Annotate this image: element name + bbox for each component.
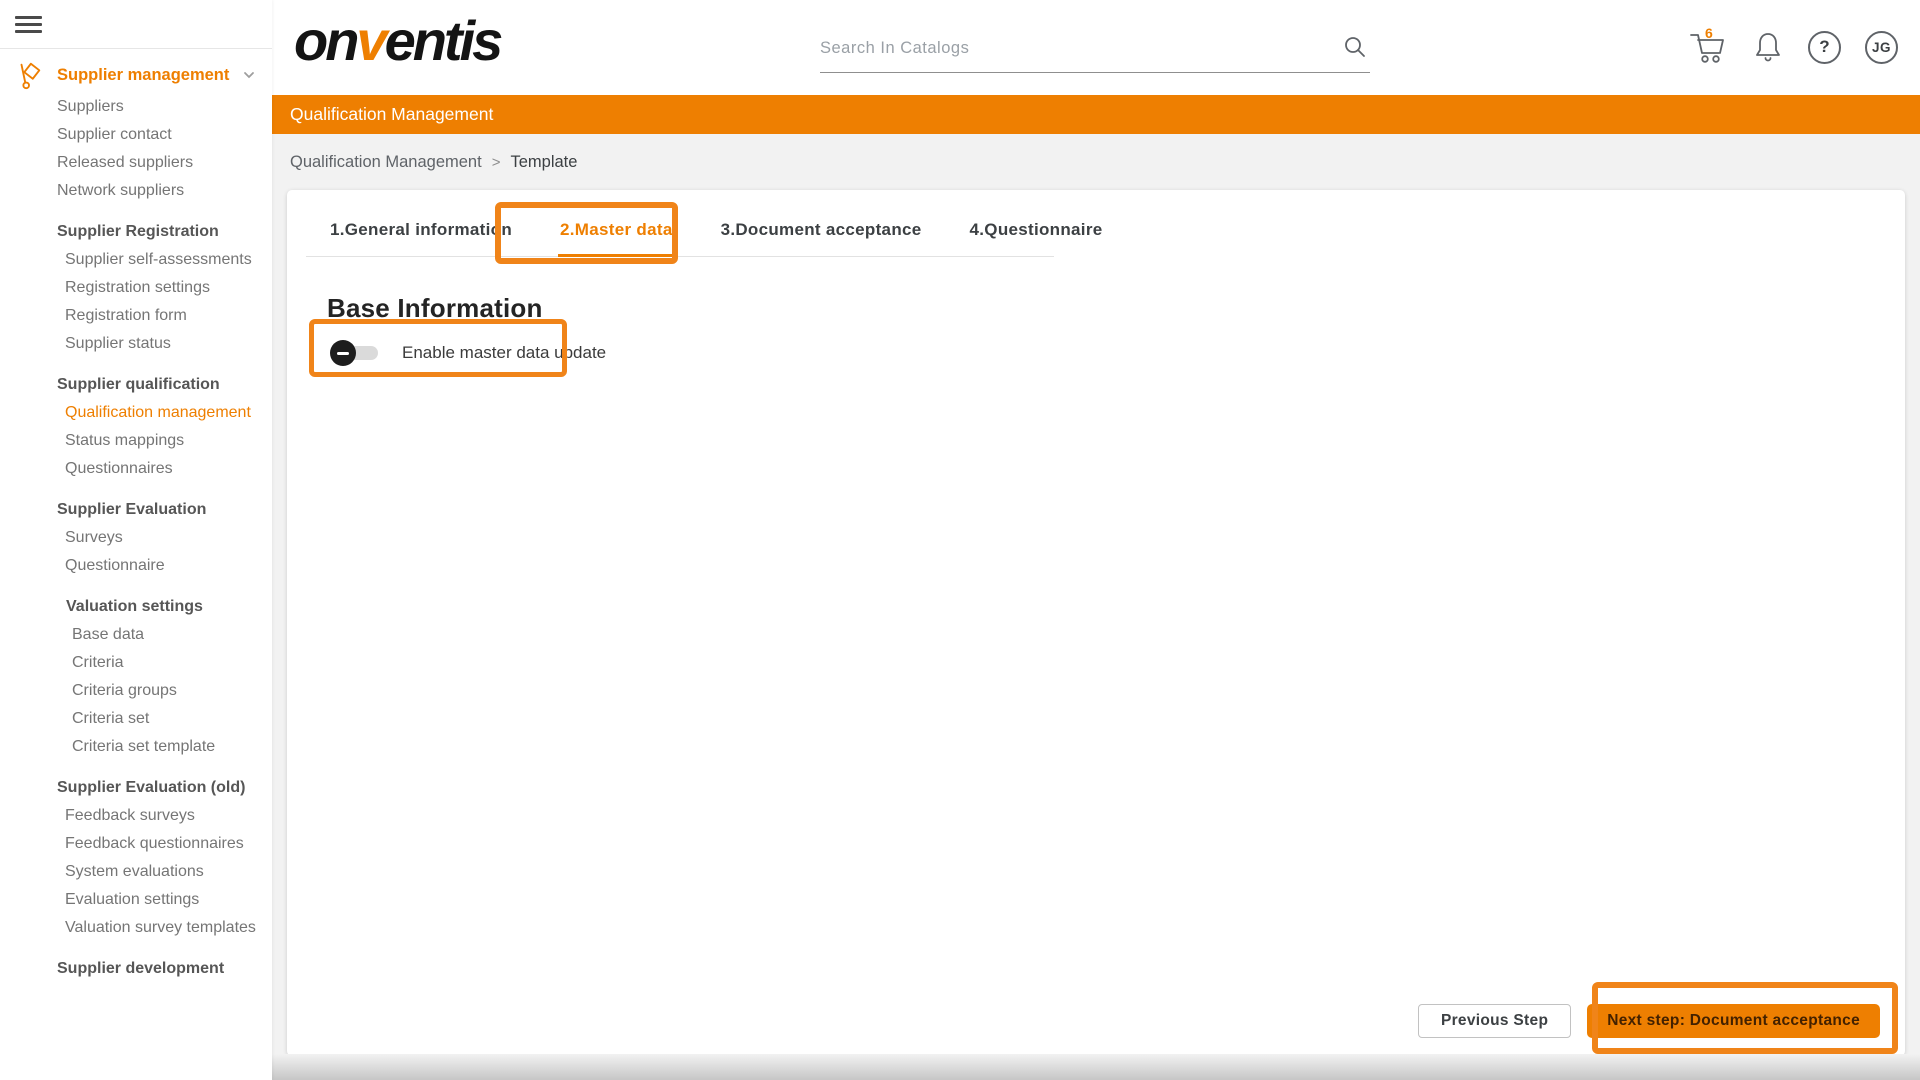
toggle-knob [330, 340, 356, 366]
search-icon[interactable] [1342, 34, 1368, 60]
next-step-button[interactable]: Next step: Document acceptance [1587, 1004, 1880, 1038]
sidebar-item-criteria-groups[interactable]: Criteria groups [72, 682, 177, 699]
main-content [272, 134, 1920, 1080]
sidebar-item-questionnaires[interactable]: Questionnaires [65, 460, 173, 477]
tab-master-data[interactable]: 2.Master data [536, 204, 697, 256]
notifications-button[interactable] [1752, 30, 1784, 64]
catalog-search [820, 24, 1370, 73]
tab-document-acceptance[interactable]: 3.Document acceptance [720, 220, 922, 239]
toggle-off-dash-icon [337, 352, 349, 355]
cart-button[interactable] [1688, 25, 1728, 66]
sidebar-item-released-suppliers[interactable]: Released suppliers [57, 154, 194, 171]
topbar [272, 0, 1920, 95]
topbar-icons [1688, 22, 1898, 72]
sidebar-top-row [0, 0, 272, 49]
sidebar-item-status-mappings[interactable]: Status mappings [65, 432, 185, 449]
sidebar-item-supplier-status[interactable]: Supplier status [65, 335, 171, 352]
sidebar-item-suppliers[interactable]: Suppliers [57, 98, 124, 115]
sidebar-item-supplier-contact[interactable]: Supplier contact [57, 126, 172, 143]
sidebar-header-supplier-evaluation: Supplier Evaluation [57, 501, 207, 518]
sidebar-item-qualification-management[interactable]: Qualification management [65, 404, 251, 421]
breadcrumb-parent[interactable]: Qualification Management [290, 152, 482, 171]
sidebar-item-supplier-management[interactable] [0, 57, 272, 93]
breadcrumb [272, 134, 1920, 190]
bottom-fade [272, 1054, 1920, 1080]
sidebar [0, 0, 272, 1080]
help-button[interactable] [1808, 31, 1841, 64]
sidebar-item-label: Supplier management [57, 65, 230, 84]
sidebar-item-system-evaluations[interactable]: System evaluations [65, 863, 204, 880]
sidebar-item-base-data[interactable]: Base data [72, 626, 145, 643]
avatar-initials: JG [1865, 31, 1898, 64]
sidebar-nav [0, 49, 272, 983]
module-banner [272, 95, 1920, 134]
sidebar-item-criteria-set[interactable]: Criteria set [72, 710, 150, 727]
master-data-toggle-row [330, 336, 1905, 370]
hamburger-menu-icon[interactable] [15, 12, 42, 37]
sidebar-item-feedback-surveys[interactable]: Feedback surveys [65, 807, 195, 824]
sidebar-item-criteria-set-template[interactable]: Criteria set template [72, 738, 216, 755]
cart-badge: 6 [1705, 25, 1713, 41]
sidebar-item-feedback-questionnaires[interactable]: Feedback questionnaires [65, 835, 244, 852]
sidebar-item-criteria[interactable]: Criteria [72, 654, 124, 671]
sidebar-header-supplier-evaluation-old: Supplier Evaluation (old) [57, 779, 246, 796]
template-card [287, 190, 1905, 1056]
sidebar-header-supplier-development: Supplier development [57, 960, 225, 977]
help-icon: ? [1808, 31, 1841, 64]
sidebar-header-supplier-qualification: Supplier qualification [57, 376, 220, 393]
sidebar-item-surveys[interactable]: Surveys [65, 529, 123, 546]
enable-master-data-toggle[interactable] [330, 340, 382, 366]
module-banner-title: Qualification Management [290, 104, 494, 124]
sidebar-item-network-suppliers[interactable]: Network suppliers [57, 182, 185, 199]
sidebar-item-registration-settings[interactable]: Registration settings [65, 279, 210, 296]
toggle-label: Enable master data update [402, 343, 607, 362]
sidebar-header-valuation-settings: Valuation settings [66, 598, 203, 615]
previous-step-button[interactable]: Previous Step [1418, 1004, 1571, 1038]
hand-truck-icon [13, 59, 45, 91]
search-input[interactable] [820, 24, 1310, 72]
sidebar-item-evaluation-settings[interactable]: Evaluation settings [65, 891, 200, 908]
tab-questionnaire[interactable]: 4.Questionnaire [969, 220, 1103, 239]
sidebar-item-supplier-self-assessments[interactable]: Supplier self-assessments [65, 251, 252, 268]
breadcrumb-current: Template [510, 152, 578, 171]
wizard-tabs [306, 204, 1103, 257]
sidebar-header-supplier-registration: Supplier Registration [57, 223, 219, 240]
section-title: Base Information [327, 293, 543, 323]
onventis-logo[interactable]: onventis [294, 9, 501, 72]
user-avatar[interactable] [1865, 31, 1898, 64]
sidebar-item-questionnaire[interactable]: Questionnaire [65, 557, 165, 574]
breadcrumb-separator-icon: > [491, 153, 501, 171]
wizard-footer [1418, 1004, 1880, 1038]
bell-icon [1752, 30, 1784, 64]
tab-general-information[interactable]: 1.General information [330, 220, 513, 239]
sidebar-item-valuation-survey-templates[interactable]: Valuation survey templates [65, 919, 256, 936]
sidebar-item-registration-form[interactable]: Registration form [65, 307, 187, 324]
chevron-down-icon [242, 67, 258, 83]
